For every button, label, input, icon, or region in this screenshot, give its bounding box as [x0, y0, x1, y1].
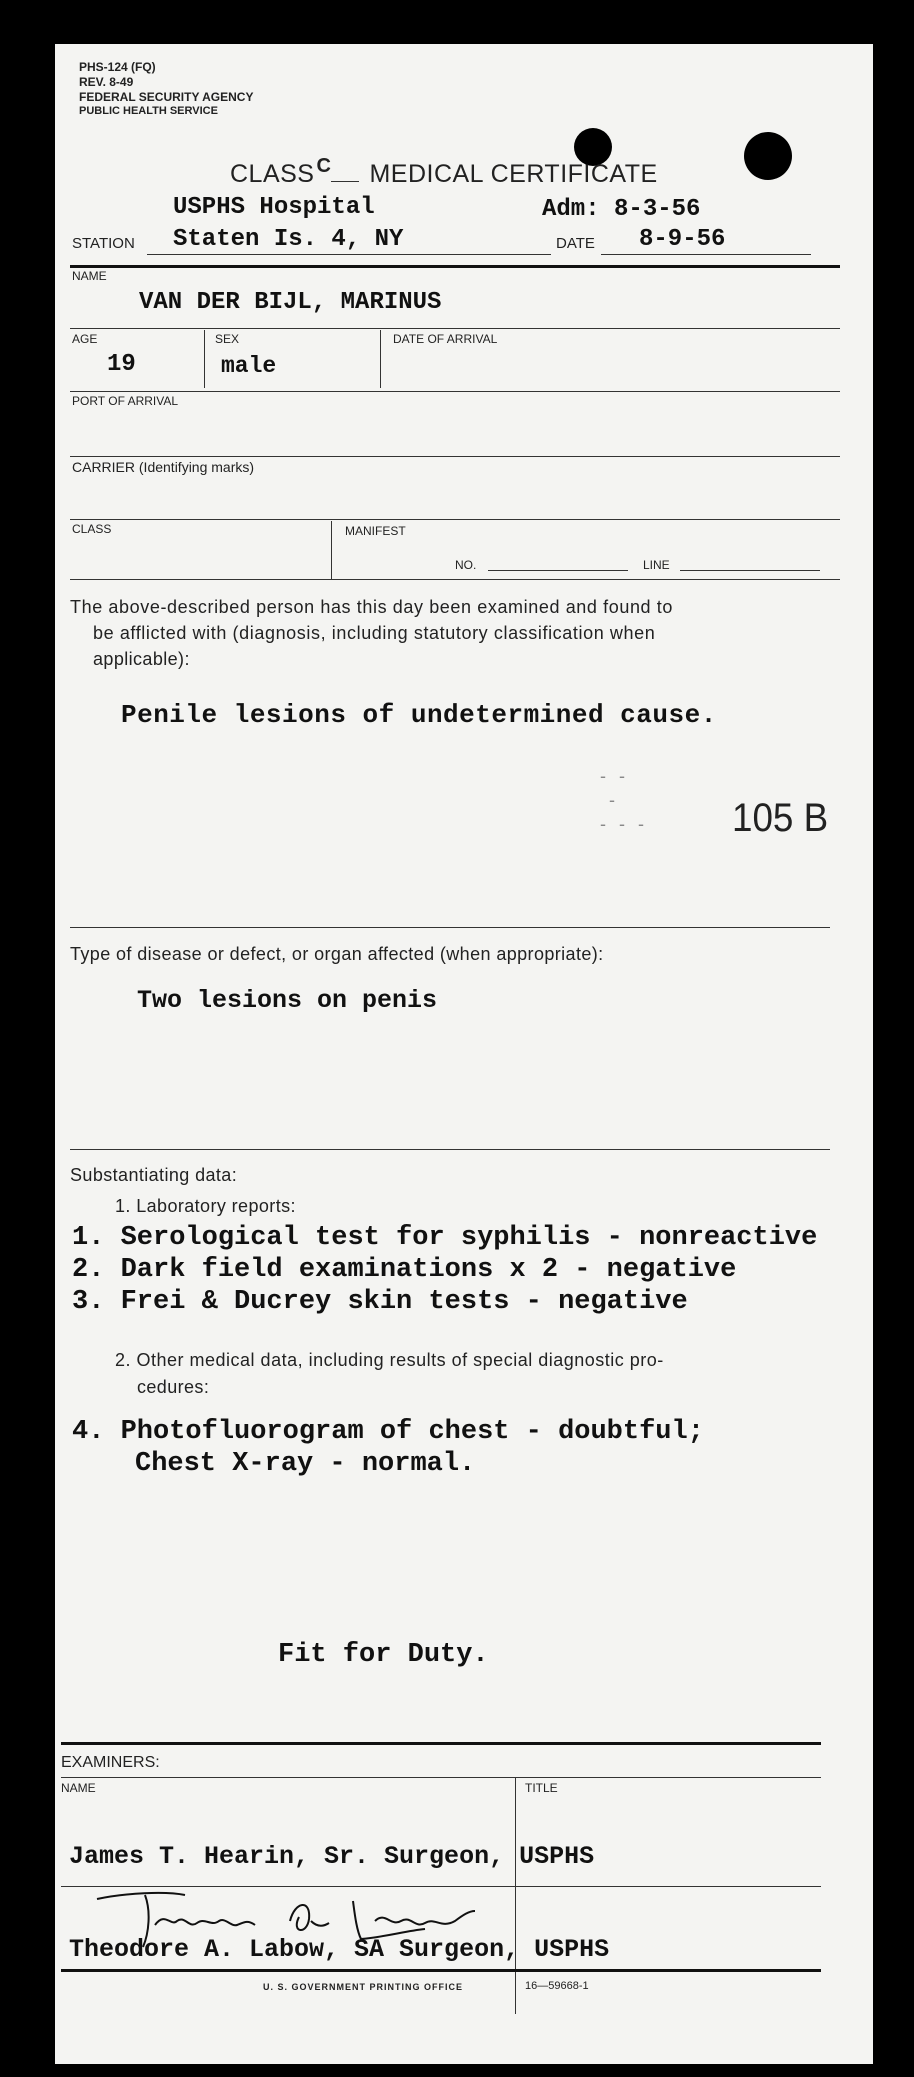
sex-arrival-divider [380, 330, 381, 388]
lab-item-2: 2. Dark field examinations x 2 - negative [72, 1255, 737, 1285]
service-name: PUBLIC HEALTH SERVICE [79, 105, 218, 117]
date-underline [601, 254, 811, 255]
name-top-rule [70, 265, 840, 268]
lab-reports-label: 1. Laboratory reports: [115, 1196, 296, 1216]
carrier-bottom-rule [70, 519, 840, 520]
class-value: C [316, 155, 332, 177]
diagnosis-intro-line-2: be afflicted with (diagnosis, including statutory classification when [93, 623, 656, 643]
disease-bottom-rule [70, 1149, 830, 1150]
manifest-no-label: NO. [455, 558, 477, 572]
certificate-date: 8-9-56 [639, 226, 726, 253]
examiners-bottom-rule [61, 1969, 821, 1972]
age-value: 19 [107, 351, 136, 378]
other-data-label-line-2: cedures: [137, 1377, 210, 1397]
title-rest: MEDICAL CERTIFICATE [369, 160, 658, 188]
class-underline [331, 181, 359, 182]
disease-label: Type of disease or defect, or organ affected (when appropriate): [70, 944, 604, 964]
manifest-line-label: LINE [643, 558, 670, 572]
signature-stroke-labow [353, 1901, 475, 1939]
examiner-name-label: NAME [61, 1781, 96, 1795]
diagnosis-value: Penile lesions of undetermined cause. [121, 700, 717, 730]
age-label: AGE [72, 332, 98, 346]
faint-dash-row-2: - [600, 790, 619, 810]
port-of-arrival-label: PORT OF ARRIVAL [72, 394, 179, 408]
title-prefix: CLASS [230, 160, 315, 188]
port-bottom-rule [70, 456, 840, 457]
class-row-bottom-rule [70, 579, 840, 580]
other-item-1: 4. Photofluorogram of chest - doubtful; [72, 1417, 704, 1447]
lab-item-1: 1. Serological test for syphilis - nonreactive [72, 1223, 818, 1253]
name-bottom-rule [70, 328, 840, 329]
other-item-2: Chest X-ray - normal. [135, 1449, 476, 1479]
admission-date: Adm: 8-3-56 [542, 196, 701, 223]
lab-item-3: 3. Frei & Ducrey skin tests - negative [72, 1287, 688, 1317]
form-number: PHS-124 (FQ) [79, 60, 156, 74]
other-data-label-line-1: 2. Other medical data, including results of special diagnostic pro- [115, 1350, 664, 1370]
manifest-no-line [488, 570, 628, 571]
examiners-top-rule [61, 1742, 821, 1745]
station-line-1: USPHS Hospital [173, 194, 375, 221]
diagnosis-code: 105 B [732, 796, 829, 840]
form-revision: REV. 8-49 [79, 75, 134, 89]
sex-label: SEX [215, 332, 240, 346]
examiners-header-rule [61, 1777, 821, 1778]
faint-dash-row-1: - - [600, 766, 629, 786]
faint-dash-row-3: - - - [600, 814, 648, 834]
diagnosis-intro-line-3: applicable): [93, 649, 190, 669]
signature-stroke-heodore [155, 1919, 255, 1925]
printer-credit: U. S. GOVERNMENT PRINTING OFFICE [263, 1982, 464, 1992]
age-row-bottom-rule [70, 391, 840, 392]
substantiating-label: Substantiating data: [70, 1165, 238, 1185]
class-manifest-divider [331, 521, 332, 579]
form-stock-code: 16—59668-1 [525, 1980, 589, 1992]
faint-marks [600, 764, 648, 836]
examiners-label: EXAMINERS: [61, 1754, 160, 1771]
date-of-arrival-label: DATE OF ARRIVAL [393, 332, 498, 346]
manifest-line-line [680, 570, 820, 571]
sex-value: male [221, 353, 277, 379]
signature-stroke-a [290, 1905, 329, 1930]
disease-value: Two lesions on penis [137, 986, 438, 1015]
class-label: CLASS [72, 522, 112, 536]
examiner-2: Theodore A. Labow, SA Surgeon, USPHS [69, 1935, 610, 1964]
conclusion: Fit for Duty. [278, 1640, 489, 1670]
punch-hole-right [744, 132, 792, 180]
station-line-2: Staten Is. 4, NY [173, 226, 404, 253]
station-label: STATION [72, 235, 135, 252]
examiner-title-label: TITLE [525, 1781, 558, 1795]
examiner-1: James T. Hearin, Sr. Surgeon, USPHS [69, 1842, 595, 1871]
certificate-title [230, 155, 658, 189]
diagnosis-bottom-rule [70, 927, 830, 928]
name-title-divider [515, 1778, 516, 2014]
medical-certificate-card [55, 44, 873, 2064]
diagnosis-intro-line-1: The above-described person has this day been examined and found to [70, 597, 673, 617]
carrier-label: CARRIER (Identifying marks) [72, 459, 255, 475]
age-sex-divider [204, 330, 205, 388]
date-label: DATE [556, 235, 595, 252]
station-underline [147, 254, 551, 255]
name-label: NAME [72, 269, 107, 283]
agency-name: FEDERAL SECURITY AGENCY [79, 90, 254, 104]
manifest-label: MANIFEST [345, 524, 406, 538]
name-value: VAN DER BIJL, MARINUS [139, 289, 442, 316]
